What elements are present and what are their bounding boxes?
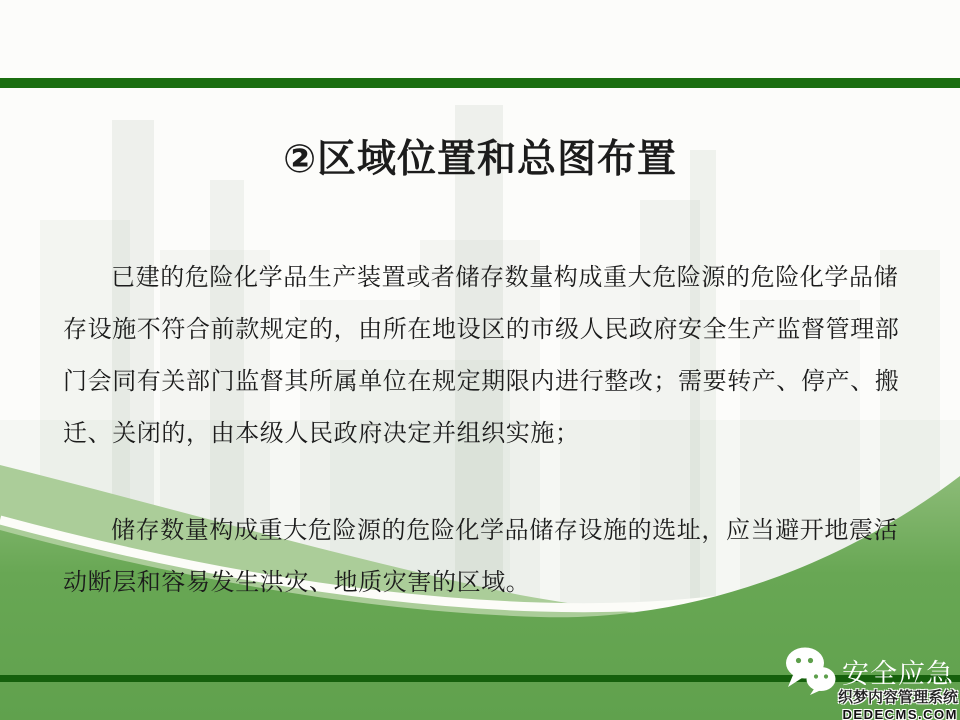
brand-name: 安全应急 xyxy=(842,658,954,689)
paragraph-2 xyxy=(63,505,899,609)
page-title: ②区域位置和总图布置 xyxy=(282,138,678,181)
paragraph-1-line-3: 门会同有关部门监督其所属单位在规定期限内进行整改；需要转产、停产、搬 xyxy=(63,368,900,395)
footer-brand xyxy=(784,646,960,720)
wechat-icon xyxy=(784,646,838,696)
paragraph-1-line-2: 存设施不符合前款规定的，由所在地设区的市级人民政府安全生产监督管理部 xyxy=(63,316,900,343)
top-green-bar xyxy=(0,78,960,88)
watermark xyxy=(838,686,958,720)
watermark-text: 织梦内容管理系统 xyxy=(837,689,958,706)
paragraph-1 xyxy=(63,252,899,460)
paragraph-2-line-2: 动断层和容易发生洪灾、地质灾害的区域。 xyxy=(63,569,531,596)
watermark-domain: DEDECMS.COM xyxy=(842,707,958,720)
paragraph-1-line-1: 已建的危险化学品生产装置或者储存数量构成重大危险源的危险化学品储 xyxy=(111,264,899,291)
paragraph-1-line-4: 迁、关闭的，由本级人民政府决定并组织实施； xyxy=(63,420,580,447)
paragraph-2-line-1: 储存数量构成重大危险源的危险化学品储存设施的选址，应当避开地震活 xyxy=(111,517,899,544)
